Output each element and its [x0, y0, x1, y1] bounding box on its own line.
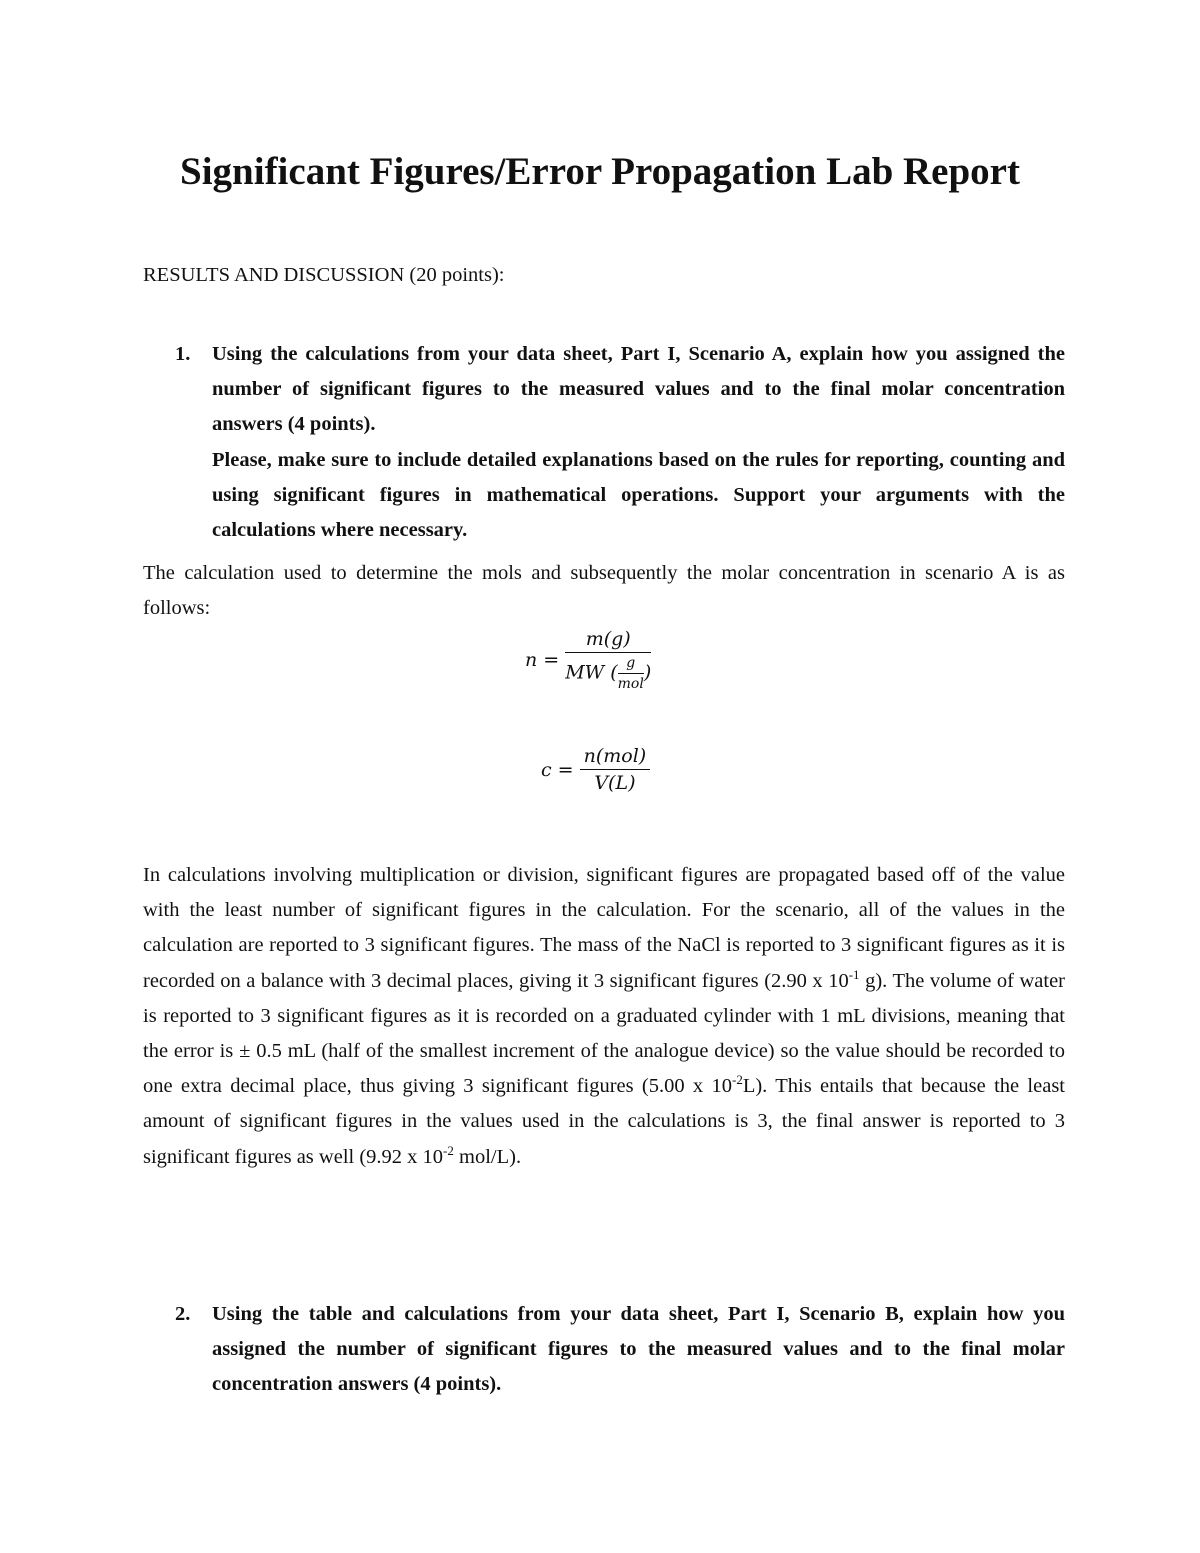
answer-1-part4: mol/L). — [453, 1145, 522, 1168]
exponent-concentration: -2 — [443, 1142, 454, 1158]
equation-moles-denominator-prefix: MW ( — [565, 661, 618, 684]
equation-concentration-numerator: n(mol) — [580, 745, 651, 770]
equation-moles — [525, 628, 651, 692]
answer-1-paragraph — [143, 858, 1065, 1175]
equation-moles-lhs: n = — [525, 649, 560, 671]
question-1 — [175, 337, 1065, 548]
equation-moles-denominator — [565, 653, 651, 692]
equation-concentration-denominator: V(L) — [594, 772, 636, 794]
unit-numerator: g — [618, 655, 644, 674]
equation-concentration-lhs: c = — [541, 758, 574, 781]
answer-1-part3: L). This entails that because the least amount of significant figures in the values used in the calculations is 3, the final answer is reported to 3 significant figures as well (9.92 x 10 — [143, 1075, 1065, 1168]
answer-1-part1: In calculations involving multiplication or division, significant figures are propagated based off of the value with the least number of significant figures in the calculation. For the scenario, all of the values in the calculation are reported to 3 significant figures. The mass of the NaCl is reported to 3 significant figures as it is recorded on a balance with 3 decimal places, giving it 3 significant figures (2.90 x 10 — [143, 864, 1065, 992]
section-heading: RESULTS AND DISCUSSION (20 points): — [143, 264, 505, 286]
answer-1-part2: g). The volume of water is reported to 3 significant figures as it is recorded on a graduated cylinder with 1 mL divisions, meaning that the error is ± 0.5 mL (half of the smallest increment of the analogue device) so the value should be recorded to one extra decimal place, thus giving 3 significant figures (5.00 x 10 — [143, 969, 1065, 1098]
document-title: Significant Figures/Error Propagation Lab Report — [180, 150, 1020, 193]
exponent-volume: -2 — [731, 1072, 743, 1088]
question-1-instruction: Please, make sure to include detailed explanations based on the rules for reporting, counting and using significant figures in mathematical operations. Support your arguments with the calculations where necessary. — [212, 448, 1065, 542]
question-2 — [175, 1297, 1065, 1403]
equation-concentration — [541, 745, 650, 794]
question-2-number: 2. — [175, 1303, 191, 1325]
equation-moles-numerator: m(g) — [565, 628, 651, 653]
exponent-mass: -1 — [848, 966, 860, 982]
unit-denominator: mol — [617, 676, 644, 692]
question-2-prompt: Using the table and calculations from your data sheet, Part I, Scenario B, explain how you assigned the number of significant figures to the measured values and to the final molar concentration answers (4 points). — [212, 1303, 1065, 1396]
equation-moles-denominator-suffix: ) — [643, 661, 652, 684]
answer-1-intro: The calculation used to determine the mols and subsequently the molar concentration in scenario A is as follows: — [143, 562, 1065, 620]
question-1-prompt: Using the calculations from your data sheet, Part I, Scenario A, explain how you assigned the number of significant figures to the measured values and to the final molar concentration answers (4 points). — [212, 343, 1065, 436]
question-1-number: 1. — [175, 343, 191, 365]
